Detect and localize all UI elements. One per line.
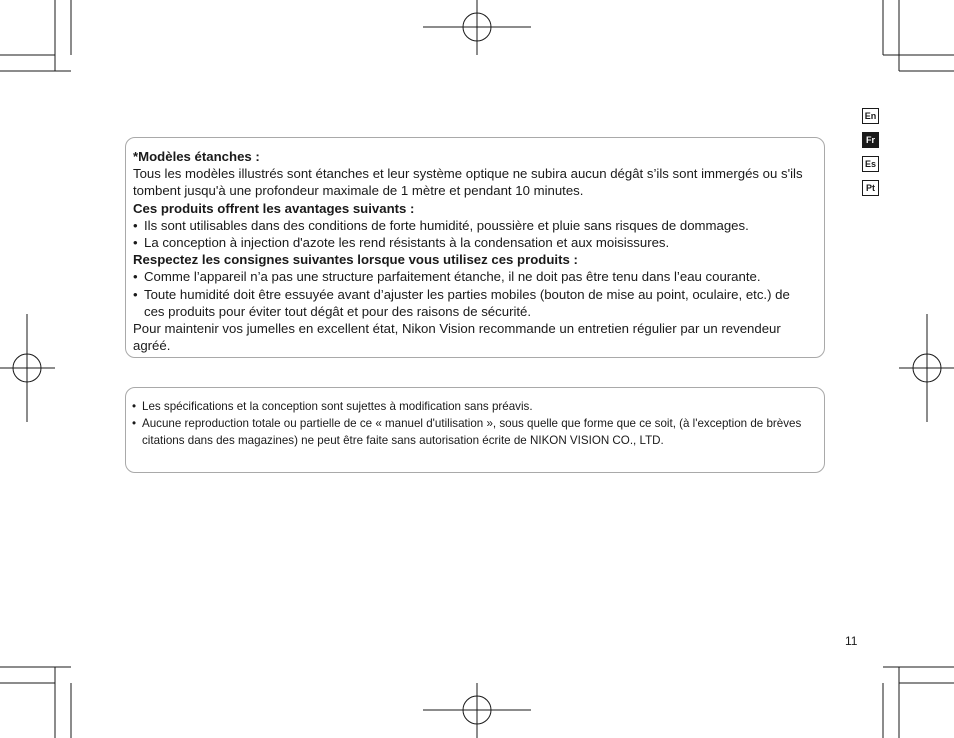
language-tab-pt: Pt [862,180,879,196]
list-item: • La conception à injection d'azote les rend résistants à la condensation et aux moisissures. [133,234,812,251]
instructions-list [133,268,812,320]
page-number: 11 [845,634,858,648]
language-tab-es: Es [862,156,879,172]
list-item: • Comme l’appareil n’a pas une structure parfaitement étanche, il ne doit pas être tenu dans l’eau courante. [133,268,812,285]
list-item: • Aucune reproduction totale ou partielle de ce « manuel d'utilisation », sous quelle que forme que ce soit, (à l'exception de brèves citations dans des magazines) ne peut être faite sans autorisation écrite de NIKON VISION CO., LTD. [132,415,812,449]
list-item: • Toute humidité doit être essuyée avant d’ajuster les parties mobiles (bouton de mise au point, oculaire, etc.) de ces produits pour éviter tout dégât et pour des raisons de sécurité. [133,286,812,320]
language-tab-fr: Fr [862,132,879,148]
registration-target-left [0,314,55,422]
advantages-heading: Ces produits offrent les avantages suivants : [133,200,415,216]
registration-target-top [423,0,531,55]
list-item: • Ils sont utilisables dans des conditions de forte humidité, poussière et pluie sans risques de dommages. [133,217,812,234]
waterproof-info-panel [125,137,825,358]
registration-target-right [899,314,954,422]
waterproof-intro: Tous les modèles illustrés sont étanches et leur système optique ne subira aucun dégât s’ils sont immergés ou s'ils tombent jusqu'à une profondeur maximale de 1 mètre et pendant 10 minutes. [133,166,803,199]
list-item: • Les spécifications et la conception sont sujettes à modification sans préavis. [132,398,812,415]
instructions-heading: Respectez les consignes suivantes lorsque vous utilisez ces produits : [133,252,578,268]
language-tab-en: En [862,108,879,124]
notices-list [132,398,812,449]
maintenance-note: Pour maintenir vos jumelles en excellent état, Nikon Vision recommande un entretien régulier par un revendeur agréé. [133,321,781,354]
language-tabs [862,108,879,204]
waterproof-heading: *Modèles étanches : [133,149,260,164]
notices-panel [125,387,825,473]
advantages-list [133,217,812,251]
registration-target-bottom [423,683,531,738]
